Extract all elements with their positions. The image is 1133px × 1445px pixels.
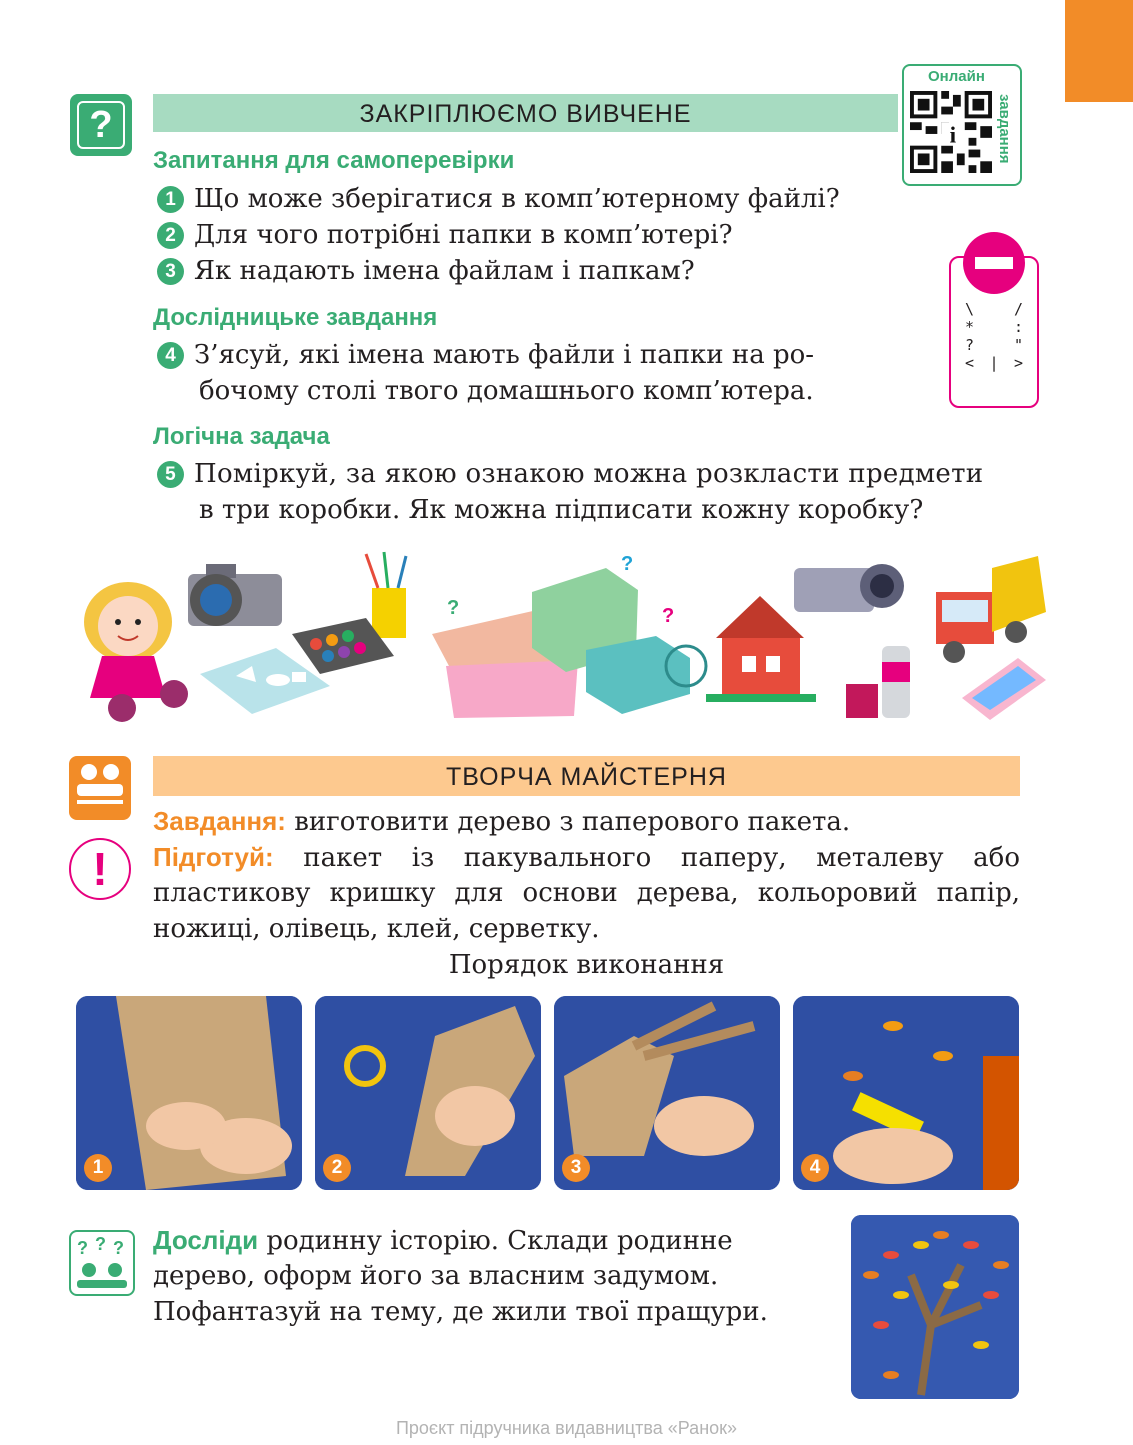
logic-task <box>157 456 983 492</box>
question-3 <box>157 253 695 289</box>
doll-image <box>84 582 188 722</box>
qr-code-icon <box>910 90 992 174</box>
step-photo-3 <box>554 996 780 1190</box>
step-number-badge: 3 <box>562 1154 590 1182</box>
question-icon: ? <box>70 94 132 156</box>
workshop-task <box>153 803 850 840</box>
step-number-badge: 2 <box>323 1154 351 1182</box>
step-number-badge: 4 <box>801 1154 829 1182</box>
step-photo-4 <box>793 996 1019 1190</box>
prepare-text: пакет із пакувального паперу, металеву або <box>273 843 1020 873</box>
section-title-review: ЗАКРІПЛЮЄМО ВИВЧЕНЕ <box>153 94 898 132</box>
research-label: Досліди <box>153 1225 259 1255</box>
step-photo-2 <box>315 996 541 1190</box>
toy-truck-image <box>936 556 1046 663</box>
research-text: родинну історію. Склади родинне <box>258 1226 733 1256</box>
research-line-1: З’ясуй, які імена мають файли і папки на ро- <box>194 340 815 370</box>
box-question-1: ? <box>447 597 460 619</box>
box-question-3: ? <box>662 605 675 627</box>
question-text: Для чого потрібні папки в комп’ютері? <box>194 220 733 250</box>
order-title: Порядок виконання <box>448 950 725 980</box>
qr-online-label: Онлайн <box>928 68 985 85</box>
section-title-workshop: ТВОРЧА МАЙСТЕРНЯ <box>153 756 1020 796</box>
exclamation-icon: ! <box>69 838 131 900</box>
number-badge: 5 <box>157 461 184 488</box>
question-text: Що може зберігатися в комп’ютерному файлі? <box>194 184 840 214</box>
boxes-image <box>432 568 706 718</box>
research-line-2: бочому столі твого домашнього комп’ютера. <box>199 376 814 406</box>
prepare-label: Підготуй: <box>153 842 274 872</box>
number-badge: 1 <box>157 186 184 213</box>
logic-heading: Логічна задача <box>153 423 330 450</box>
forbidden-characters: \ / * : ? " < | > <box>965 300 1023 372</box>
prepare-line-3: ножиці, олівець, клей, серветку. <box>153 914 600 944</box>
logic-line-2: в три коробки. Як можна підписати кожну коробку? <box>199 495 924 525</box>
camera-image <box>188 564 282 626</box>
online-tasks-qr[interactable] <box>902 64 1022 186</box>
cup-image <box>846 684 878 718</box>
objects-illustration <box>66 548 1056 728</box>
research-family-line-3: Пофантазуй на тему, де жили твої пращури. <box>153 1297 768 1327</box>
research-family-line-2: дерево, оформ його за власним задумом. <box>153 1261 719 1291</box>
task-text: виготовити дерево з паперового пакета. <box>285 807 851 837</box>
question-text: Як надають імена файлам і папкам? <box>194 256 695 286</box>
number-badge: 3 <box>157 258 184 285</box>
forbidden-characters-sign <box>949 256 1039 408</box>
svg-text:i: i <box>949 122 957 149</box>
svg-text:?: ? <box>113 1238 124 1258</box>
task-label: Завдання: <box>153 806 286 836</box>
research-family-line-1 <box>153 1222 733 1259</box>
question-1 <box>157 181 840 217</box>
no-entry-icon <box>963 232 1025 294</box>
research-heading: Дослідницьке завдання <box>153 304 438 331</box>
question-2 <box>157 217 733 253</box>
step-photo-1 <box>76 996 302 1190</box>
spray-can-image <box>882 646 910 718</box>
step-number-badge: 1 <box>84 1154 112 1182</box>
box-question-2: ? <box>621 553 634 575</box>
svg-text:?: ? <box>77 1238 88 1258</box>
number-badge: 2 <box>157 222 184 249</box>
prepare-line-1 <box>153 839 1020 876</box>
logic-line-1: Поміркуй, за якою ознакою можна розкласти предмети <box>194 459 984 489</box>
research-people-icon <box>69 1230 135 1296</box>
number-badge: 4 <box>157 342 184 369</box>
paints-image <box>292 552 406 674</box>
svg-text:?: ? <box>95 1234 106 1254</box>
qr-tasks-label: завдання <box>996 94 1013 164</box>
prepare-line-2: пластикову кришку для основи дерева, кольоровий папір, <box>153 878 1020 908</box>
video-camera-image <box>794 564 904 612</box>
research-task <box>157 337 897 373</box>
smartphone-image <box>962 658 1046 720</box>
paper-tree-photo <box>851 1215 1019 1399</box>
page-corner-tab <box>1065 0 1133 102</box>
craft-people-icon <box>69 756 131 820</box>
publisher-footer: Проєкт підручника видавництва «Ранок» <box>395 1418 738 1438</box>
self-check-heading: Запитання для самоперевірки <box>153 147 515 174</box>
